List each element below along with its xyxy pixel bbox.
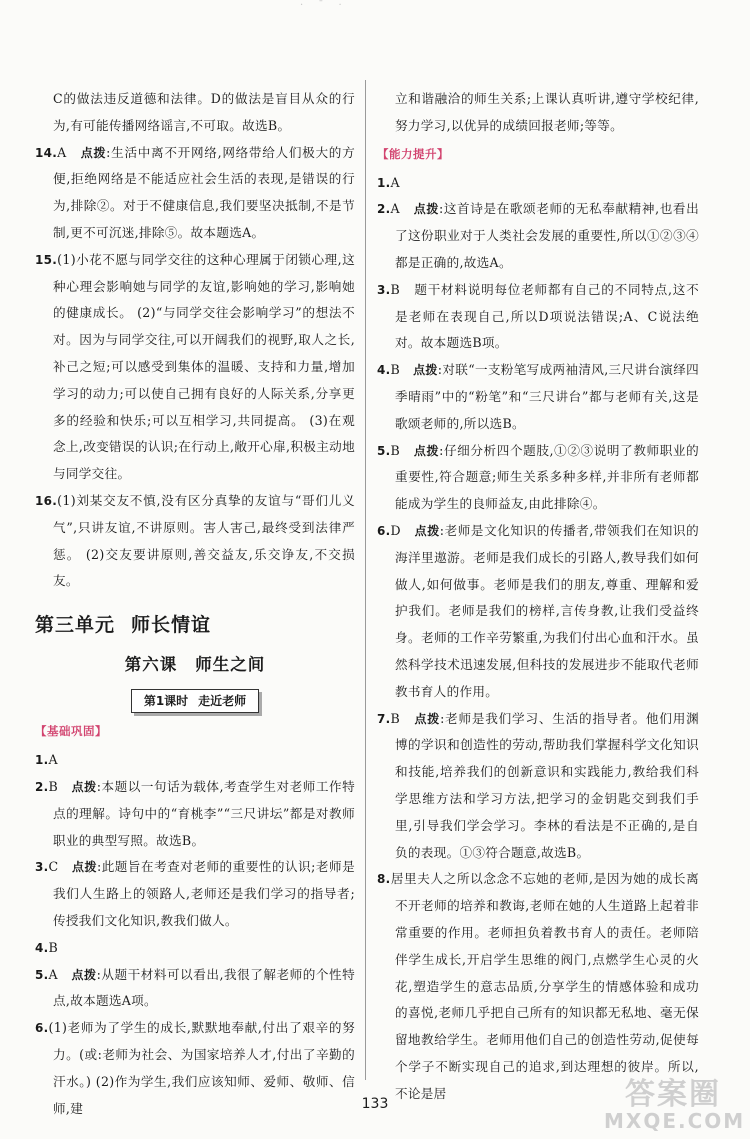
lesson-heading: 第六课 师生之间 bbox=[124, 655, 266, 675]
watermark-site-text: MXQE.COM bbox=[604, 1109, 746, 1133]
page-number: 133 bbox=[361, 1096, 389, 1112]
section-basic: 【基础巩固】 bbox=[35, 724, 107, 739]
watermark-logo bbox=[604, 1077, 746, 1136]
basic-answer-1: 1.A bbox=[35, 752, 58, 768]
advanced-answer-6: 6.D 点拨:老师是文化知识的传播者,带领我们在知识的海洋里遨游。老师是我们成长的引路人,教导我们如何做人,如何做事。老师是我们的朋友,尊重、理解和爱护我们。老师是我们的榜样,言传身教,让我们受益终身。老师的工作辛劳繁重,为我们付出心血和汗水。虽然科学技术迅速发展,但科技的发展进步不能取代老师教书育人的作用。 bbox=[377, 522, 699, 699]
section-advanced: 【能力提升】 bbox=[377, 146, 449, 161]
basic-answer-4: 4.B bbox=[35, 939, 59, 955]
period-box: 第1课时 走近老师 bbox=[131, 689, 259, 713]
answer-16: 16.(1)刘某交友不慎,没有区分真挚的友谊与“哥们儿义气”,只讲友谊,不讲原则。害人害己,最终受到法律严惩。 (2)交友要讲原则,善交益友,乐交诤友,不交损友。 bbox=[35, 492, 355, 589]
basic-answer-2: 2.B 点拨:本题以一句话为载体,考查学生对老师工作特点的理解。诗句中的“育桃李”“三尺讲坛”都是对教师职业的典型写照。故选B。 bbox=[35, 778, 355, 848]
top-edge-mark: · ˉ · bbox=[300, 0, 348, 11]
continued-answer-6: 立和谐融洽的师生关系;上课认真听讲,遵守学校纪律,努力学习,以优异的成绩回报老师;等等。 bbox=[395, 91, 699, 133]
advanced-answer-2: 2.A 点拨:这首诗是在歌颂老师的无私奉献精神,也看出了这份职业对于人类社会发展的重要性,所以①②③④都是正确的,故选A。 bbox=[377, 201, 699, 270]
unit-heading: 第三单元 师长情谊 bbox=[35, 614, 212, 637]
watermark-logo-text: 答案圈 bbox=[625, 1077, 721, 1112]
continued-answer-13: C的做法违反道德和法律。D的做法是盲目从众的行为,有可能传播网络谣言,不可取。故选B。 bbox=[53, 91, 355, 133]
answer-14: 14.A 点拨:生活中离不开网络,网络带给人们极大的方便,拒绝网络是不能适应社会生活的表现,是错误的行为,排除②。对于不健康信息,我们要坚决抵制,不是节制,更不可沉迷,排除⑤。故本题选A。 bbox=[35, 144, 355, 240]
advanced-answer-4: 4.B 点拨:对联“一支粉笔写成两袖清风,三尺讲台演绎四季晴雨”中的“粉笔”和“三尺讲台”都与老师有关,这是歌颂老师的,所以选B。 bbox=[377, 362, 699, 431]
advanced-answer-7: 7.B 点拨:老师是我们学习、生活的指导者。他们用渊博的学识和创造性的劳动,帮助我们掌握科学文化知识和技能,培养我们的创新意识和实践能力,教给我们科学思维方法和学习方法,把学习的金钥匙交到我们手里,引导我们学会学习。李林的看法是不正确的,是自负的表现。①③符合题意,故选B。 bbox=[377, 710, 699, 860]
advanced-answer-3: 3.B 题干材料说明每位老师都有自己的不同特点,这不是老师在表现自己,所以D项说法错误;A、C说法绝对。故本题选B项。 bbox=[377, 281, 699, 351]
left-column bbox=[35, 86, 355, 1122]
column-divider bbox=[365, 80, 366, 1080]
basic-answer-3: 3.C 点拨:此题旨在考查对老师的重要性的认识;老师是我们人生路上的领路人,老师还是我们学习的指导者;传授我们文化知识,教我们做人。 bbox=[35, 859, 355, 928]
period-heading bbox=[35, 689, 355, 713]
advanced-answer-1: 1.A bbox=[377, 174, 400, 190]
advanced-answer-8: 8.居里夫人之所以念念不忘她的老师,是因为她的成长离不开老师的培养和教诲,老师在她的人生道路上起着非常重要的作用。老师担负着教书育人的责任。老师陪伴学生成长,开启学生思维的阀门,点燃学生心灵的火花,塑造学生的意志品质,分享学生的情感体验和成功的喜悦,老师几乎把自己所有的知识都无私地、毫无保留地教给学生。老师用他们自己的创造性劳动,促使每个学子不断实现自己的追求,到达理想的彼岸。所以,不论是居 bbox=[377, 871, 699, 1101]
answer-15: 15.(1)小花不愿与同学交往的这种心理属于闭锁心理,这种心理会影响她与同学的友谊,影响她的学习,影响她的健康成长。 (2)“与同学交往会影响学习”的想法不对。因为与同学交往,可以开阔我们的视野,取人之长,补己之短;可以感受到集体的温暖、支持和力量,增加学习的动力;可以使自己拥有良好的人际关系,分享更多的经验和快乐;可以互相学习,共同提高。 (3)在观念上,改变错误的认识;在行动上,敞开心扉,积极主动地与同学交往。 bbox=[35, 251, 355, 482]
basic-answer-6: 6.(1)老师为了学生的成长,默默地奉献,付出了艰辛的努力。(或:老师为社会、为国家培养人才,付出了辛勤的汗水。) (2)作为学生,我们应该知师、爱师、敬师、信师,建 bbox=[35, 1020, 355, 1116]
advanced-answer-5: 5.B 点拨:仔细分析四个题肢,①②③说明了教师职业的重要性,符合题意;师生关系多种多样,并非所有老师都能成为学生的良师益友,由此排除④。 bbox=[377, 442, 700, 512]
basic-answer-5: 5.A 点拨:从题干材料可以看出,我很了解老师的个性特点,故本题选A项。 bbox=[35, 966, 355, 1009]
right-column bbox=[377, 86, 699, 1107]
